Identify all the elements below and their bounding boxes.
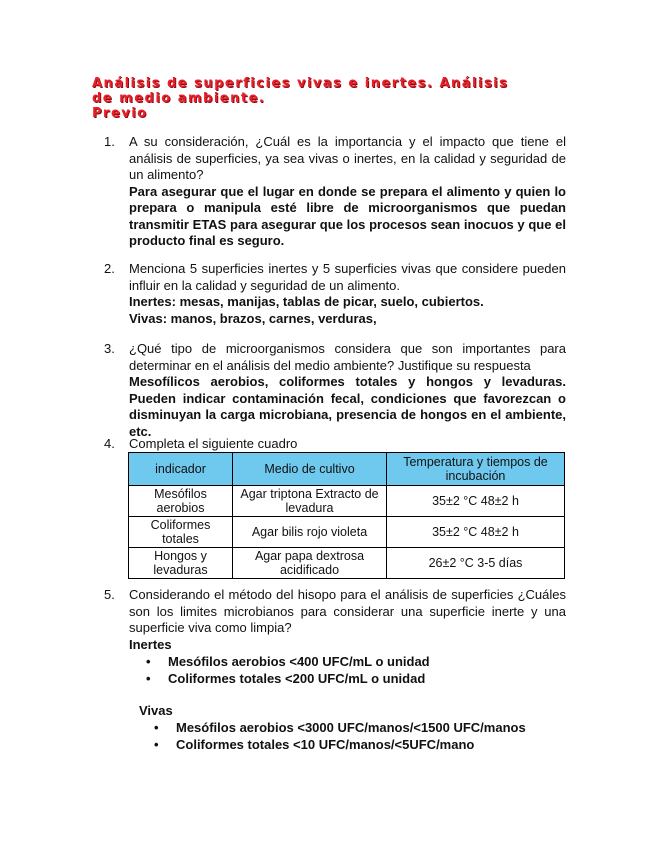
bullet-icon: •: [146, 671, 151, 686]
document-title: [92, 76, 572, 121]
vivas-item-2: Coliformes totales <10 UFC/manos/<5UFC/mano: [176, 737, 475, 752]
question-4-text: Completa el siguiente cuadro: [129, 436, 298, 451]
vivas-item-1: Mesófilos aerobios <3000 UFC/manos/<1500 UFC/manos: [176, 720, 526, 735]
question-2-text: Menciona 5 superficies inertes y 5 superficies vivas que considere pueden influir en la calidad y seguridad de un alimento.: [129, 261, 566, 293]
question-2-answer-vivas: Vivas: manos, brazos, carnes, verduras,: [129, 310, 377, 326]
question-3-number: 3.: [104, 341, 115, 356]
table-cell: 26±2 °C 3-5 días: [387, 548, 565, 579]
table-header-cell: indicador: [129, 453, 233, 486]
table-cell: Agar triptona Extracto de levadura: [233, 486, 387, 517]
question-4-number: 4.: [104, 436, 115, 451]
table-header-row: [129, 453, 565, 486]
table-header-cell: Medio de cultivo: [233, 453, 387, 486]
bullet-icon: •: [154, 737, 159, 752]
inertes-item-1: Mesófilos aerobios <400 UFC/mL o unidad: [168, 654, 430, 669]
question-3-text: ¿Qué tipo de microorganismos considera que son importantes para determinar en el análisis del medio ambiente? Justifique su respuesta: [129, 341, 566, 373]
question-1-text: A su consideración, ¿Cuál es la importancia y el impacto que tiene el análisis de superficies, ya sea vivas o inertes, en la calidad y seguridad de un alimento?: [129, 134, 566, 182]
incubation-table: [128, 452, 565, 579]
title-line-2: de medio ambiente.: [92, 91, 266, 106]
table-row: [129, 517, 565, 548]
vivas-label: Vivas: [139, 703, 173, 718]
table-cell: Coliformes totales: [129, 517, 233, 548]
question-2-answer-inertes: Inertes: mesas, manijas, tablas de picar, suelo, cubiertos.: [129, 294, 484, 309]
table-cell: 35±2 °C 48±2 h: [387, 517, 565, 548]
table-cell: 35±2 °C 48±2 h: [387, 486, 565, 517]
title-line-1: Análisis de superficies vivas e inertes. Análisis: [92, 76, 509, 91]
question-5-text: Considerando el método del hisopo para el análisis de superficies ¿Cuáles son los limites microbianos para considerar una superficie inerte y una superficie viva como limpia?: [129, 587, 566, 635]
question-2-number: 2.: [104, 261, 115, 276]
question-3-answer: Mesofílicos aerobios, coliformes totales y hongos y levaduras. Pueden indicar contaminación fecal, condiciones que favorezcan o disminuyan la carga microbiana, presencia de hongos en el ambiente, etc.: [129, 374, 566, 439]
question-5-number: 5.: [104, 587, 115, 602]
table-row: [129, 486, 565, 517]
bullet-icon: •: [154, 720, 159, 735]
table-cell: Agar bilis rojo violeta: [233, 517, 387, 548]
question-1-answer: Para asegurar que el lugar en donde se prepara el alimento y quien lo prepara o manipula esté libre de microorganismos que puedan transmitir ETAS para asegurar que los procesos sean inocuos y que el producto final es seguro.: [129, 183, 566, 248]
table-cell: Mesófilos aerobios: [129, 486, 233, 517]
title-line-3: Previo: [92, 106, 148, 121]
question-1-number: 1.: [104, 134, 115, 149]
table-cell: Agar papa dextrosa acidificado: [233, 548, 387, 579]
table-row: [129, 548, 565, 579]
table-cell: Hongos y levaduras: [129, 548, 233, 579]
inertes-item-2: Coliformes totales <200 UFC/mL o unidad: [168, 671, 426, 686]
table-header-cell: Temperatura y tiempos de incubación: [387, 453, 565, 486]
bullet-icon: •: [146, 654, 151, 669]
inertes-label: Inertes: [129, 637, 172, 652]
